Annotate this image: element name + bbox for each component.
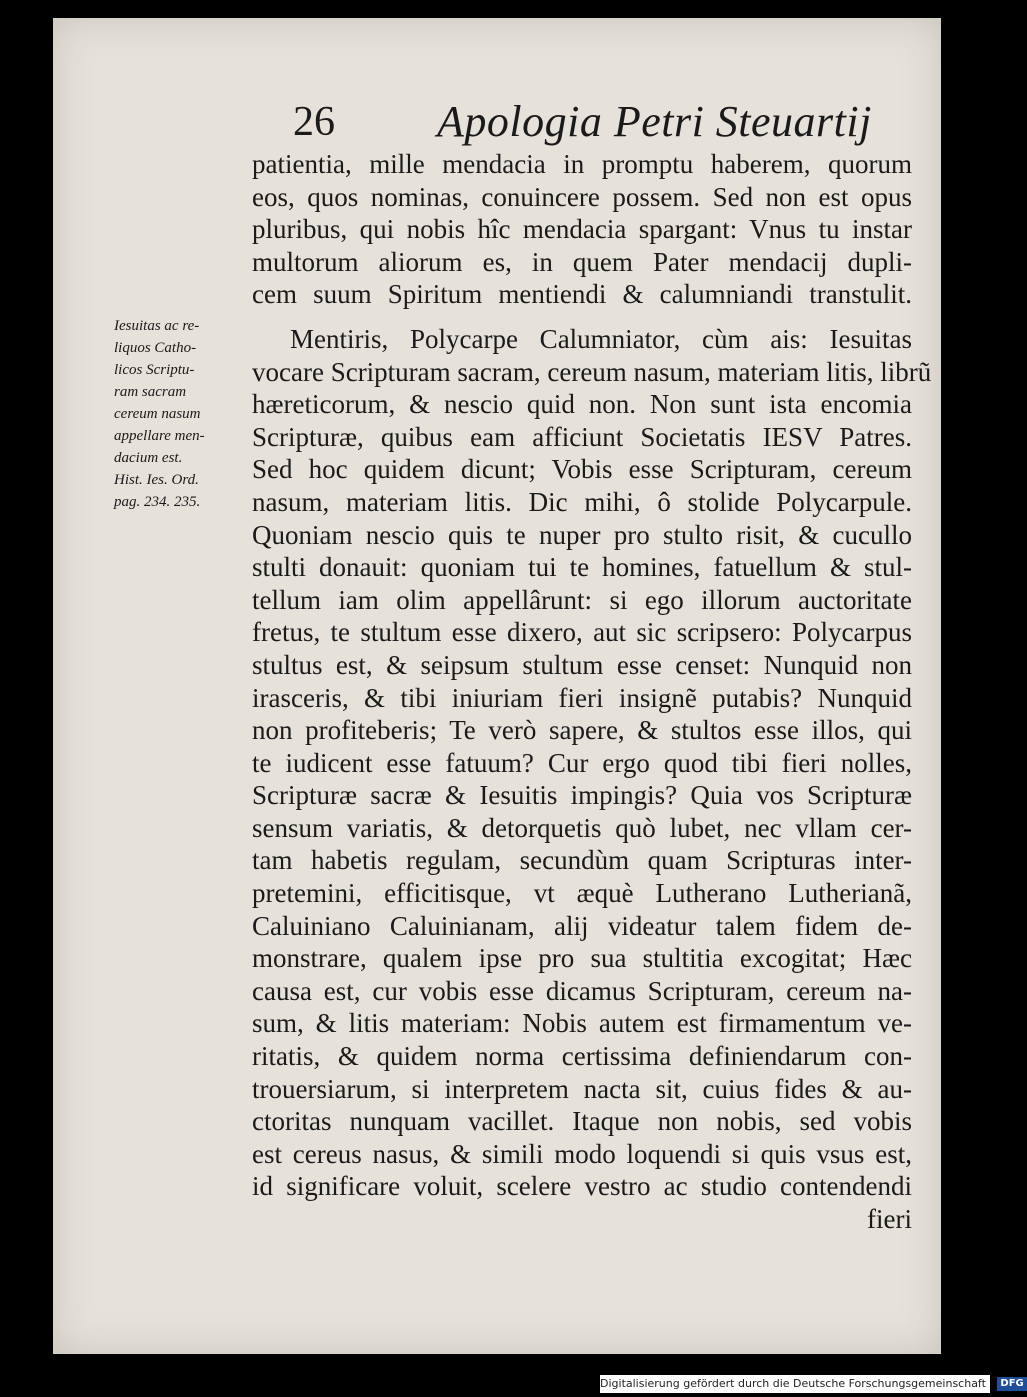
text-line: nasum, materiam litis. Dic mihi, ô stolide Polycarpule. <box>252 486 912 517</box>
text-line: causa est, cur vobis esse dicamus Scripturam, cereum na- <box>252 975 912 1006</box>
text-line: tam habetis regulam, secundùm quam Scripturas inter- <box>252 845 912 876</box>
text-line: multorum aliorum es, in quem Pater mendacij dupli- <box>252 246 912 277</box>
text-line: eos, quos nominas, conuincere possem. Sed non est opus <box>252 181 912 212</box>
marginal-note-line: Hist. Ies. Ord. <box>114 472 199 488</box>
text-line: cem suum Spiritum mentiendi & calumniandi transtulit. <box>252 279 912 310</box>
text-line: patientia, mille mendacia in promptu haberem, quorum <box>252 149 912 179</box>
marginal-note-line: Iesuitas ac re- <box>114 318 200 334</box>
marginal-note-line: pag. 234. 235. <box>114 494 201 510</box>
text-line: fretus, te stultum esse dixero, aut sic scripsero: Polycarpus <box>252 617 912 648</box>
page-number: 26 <box>293 99 335 145</box>
marginal-note-line: ram sacram <box>114 384 187 400</box>
digitization-footer <box>600 1375 1024 1393</box>
text-line: hæreticorum, & nescio quid non. Non sunt ista encomia <box>252 389 912 420</box>
footer-text: Digitalisierung gefördert durch die Deutsche Forschungsgemeinschaft - <box>600 1377 994 1390</box>
paragraph-1 <box>252 148 912 311</box>
text-line: sensum variatis, & detorquetis quò lubet, nec vllam cer- <box>252 812 912 843</box>
text-line: tellum iam olim appellârunt: si ego illorum auctoritate <box>252 584 912 615</box>
marginal-note-line: licos Scriptu- <box>114 362 195 378</box>
text-line: ritatis, & quidem norma certissima definiendarum con- <box>252 1041 912 1072</box>
text-line: Quoniam nescio quis te nuper pro stulto risit, & cucullo <box>252 519 912 550</box>
text-line: stulti donauit: quoniam tui te homines, fatuellum & stul- <box>252 552 912 583</box>
text-line: sum, & litis materiam: Nobis autem est firmamentum ve- <box>252 1008 912 1039</box>
text-line: irasceris, & tibi iniuriam fieri insignẽ putabis? Nunquid <box>252 682 912 713</box>
text-line: id significare voluit, scelere vestro ac studio contendendi <box>252 1171 912 1202</box>
text-line: Sed hoc quidem dicunt; Vobis esse Scripturam, cereum <box>252 454 912 485</box>
text-line: Scripturæ, quibus eam afficiunt Societatis IESV Patres. <box>252 421 912 452</box>
text-line: trouersiarum, si interpretem nacta sit, cuius fides & au- <box>252 1073 912 1104</box>
marginal-note-line: appellare men- <box>114 428 205 444</box>
marginal-note-line: cereum nasum <box>114 406 201 422</box>
text-line: non profiteberis; Te verò sapere, & stultos esse illos, qui <box>252 715 912 746</box>
text-line: te iudicent esse fatuum? Cur ergo quod tibi fieri nolles, <box>252 747 912 778</box>
text-line: est cereus nasus, & simili modo loquendi si quis vsus est, <box>252 1138 912 1169</box>
body-text <box>252 148 932 1236</box>
catchword: fieri <box>867 1204 912 1234</box>
text-line: pretemini, efficitisque, vt æquè Lutherano Lutherianã, <box>252 878 912 909</box>
text-line: Caluiniano Caluinianam, alij videatur talem fidem de- <box>252 910 912 941</box>
marginal-note-line: liquos Catho- <box>114 340 197 356</box>
text-line: stultus est, & seipsum stultum esse censet: Nunquid non <box>252 649 912 680</box>
paragraph-2 <box>252 323 932 1203</box>
marginal-note-line: dacium est. <box>114 450 183 466</box>
text-line: pluribus, qui nobis hîc mendacia spargant: Vnus tu instar <box>252 214 912 245</box>
marginal-note <box>114 315 254 513</box>
text-line: ctoritas nunquam vacillet. Itaque non nobis, sed vobis <box>252 1106 912 1137</box>
text-line: Mentiris, Polycarpe Calumniator, cùm ais: Iesuitas <box>290 323 912 354</box>
running-title: Apologia Petri Steuartij <box>437 97 872 146</box>
text-line: monstrare, qualem ipse pro sua stultitia excogitat; Hæc <box>252 943 912 974</box>
text-line: vocare Scripturam sacram, cereum nasum, materiam litis, librũ <box>252 356 932 387</box>
text-line: Scripturæ sacræ & Iesuitis impingis? Quia vos Scripturæ <box>252 780 912 811</box>
dfg-logo: DFG <box>997 1377 1026 1391</box>
